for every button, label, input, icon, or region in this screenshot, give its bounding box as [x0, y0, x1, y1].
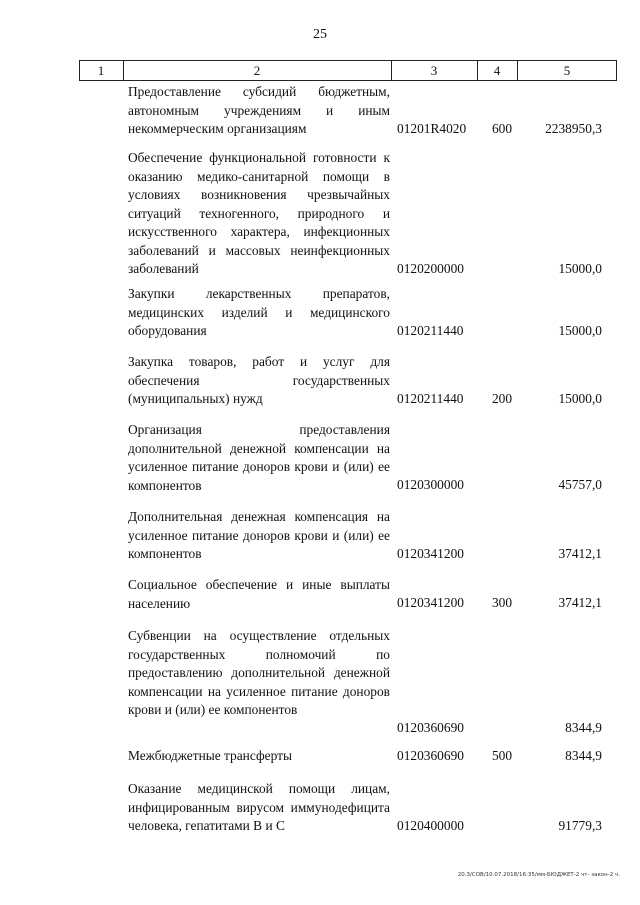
row-description: Предоставление субсидий бюджетным, автономным учреждениям и иным некоммерческим организациям: [128, 84, 390, 136]
row-sum: 91779,3: [558, 818, 602, 833]
row-sum: 15000,0: [558, 391, 602, 406]
row-sum: 8344,9: [565, 748, 602, 763]
header-divider: [79, 61, 80, 80]
row-description: Социальное обеспечение и иные выплаты населению: [128, 577, 390, 611]
header-col-1: 1: [97, 63, 105, 78]
row-description: Межбюджетные трансферты: [128, 748, 292, 763]
row-type: 300: [491, 595, 513, 610]
row-code: 0120300000: [397, 477, 464, 492]
row-code: 0120200000: [397, 261, 464, 276]
row-code: 01201R4020: [397, 121, 467, 136]
row-sum: 37412,1: [558, 595, 602, 610]
header-col-5: 5: [563, 63, 571, 78]
row-description: Оказание медицинской помощи лицам, инфицированным вирусом иммунодефицита человека, гепатитами В и С: [128, 781, 390, 833]
row-type: 200: [491, 391, 513, 406]
row-code: 0120211440: [397, 391, 464, 406]
header-divider: [477, 61, 478, 80]
row-description: Закупки лекарственных препаратов, медицинских изделий и медицинского оборудования: [128, 286, 390, 338]
row-code: 0120211440: [397, 323, 464, 338]
row-code: 0120400000: [397, 818, 464, 833]
row-type: 600: [491, 121, 513, 136]
row-code: 0120341200: [397, 595, 464, 610]
row-sum: 37412,1: [558, 546, 602, 561]
page-number: 25: [313, 27, 327, 42]
row-code: 0120360690: [397, 748, 464, 763]
table-header: [79, 60, 617, 81]
header-divider: [616, 61, 617, 80]
header-divider: [123, 61, 124, 80]
header-col-2: 2: [253, 63, 261, 78]
header-col-3: 3: [430, 63, 438, 78]
row-sum: 8344,9: [565, 720, 602, 735]
row-sum: 45757,0: [558, 477, 602, 492]
footer-stamp: 20.3/СОВ/10.07.2018/16:35/мм-БЮДЖЕТ-2 чт- закон-2 ч.: [457, 872, 620, 878]
row-sum: 15000,0: [558, 261, 602, 276]
row-description: Организация предоставления дополнительной денежной компенсации на усиленное питание доноров крови и (или) ее компонентов: [128, 422, 390, 493]
row-sum: 2238950,3: [545, 121, 602, 136]
row-description: Закупка товаров, работ и услуг для обеспечения государственных (муниципальных) нужд: [128, 354, 390, 406]
row-description: Субвенции на осуществление отдельных государственных полномочий по предоставлению дополнительной денежной компенсации на усиленное питание доноров крови и (или) ее компонентов: [128, 628, 390, 717]
row-type: 500: [491, 748, 513, 763]
row-description: Обеспечение функциональной готовности к оказанию медико-санитарной помощи в условиях возникновения чрезвычайных ситуаций техногенного, природного и искусственного характера, инфекционных заболеваний и массовых неинфекционных заболеваний: [128, 150, 390, 276]
row-code: 0120341200: [397, 546, 464, 561]
header-divider: [517, 61, 518, 80]
row-code: 0120360690: [397, 720, 464, 735]
header-divider: [391, 61, 392, 80]
row-sum: 15000,0: [558, 323, 602, 338]
row-description: Дополнительная денежная компенсация на усиленное питание доноров крови и (или) ее компонентов: [128, 509, 390, 561]
header-col-4: 4: [493, 63, 501, 78]
